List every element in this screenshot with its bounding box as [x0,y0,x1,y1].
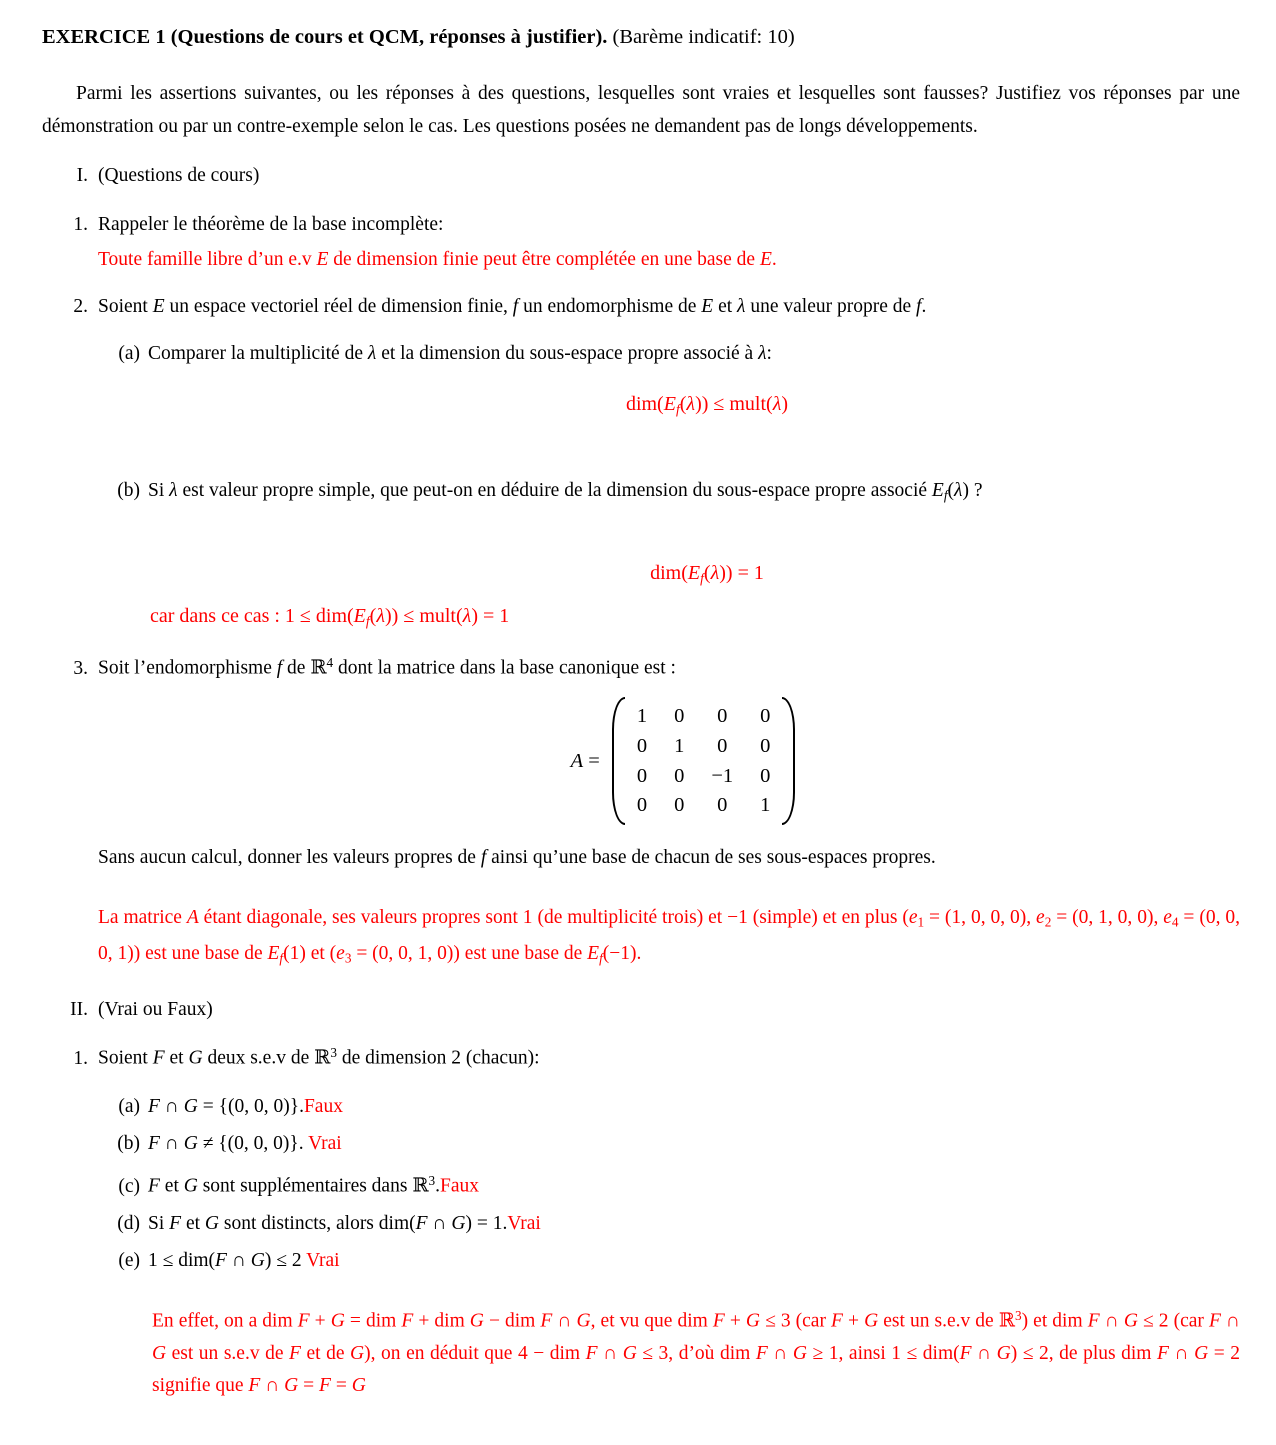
text-segment: = (1, 0, 0, 0), [924,907,1037,929]
text-segment: ≠ {(0, 0, 0)}. [197,1133,309,1155]
text-segment: F [755,1342,768,1364]
text-segment: ∩ [971,1342,997,1364]
text-segment: F [297,1310,310,1332]
text-segment: F [248,1375,261,1397]
text-segment: (−1). [602,943,642,965]
text-segment: ) = 1. [465,1212,508,1234]
text-segment: Soient [98,296,153,318]
text-segment: ) ? [962,479,983,501]
text-segment: F [415,1212,428,1234]
text-segment: étant diagonale, ses valeurs propres sont 1 (de multiplicité trois) et −1 (simple) et en plus ( [198,907,909,929]
text-segment: et [159,1175,184,1197]
text-segment: )) ≤ mult( [385,605,463,628]
text-segment: . [771,248,777,270]
question-ii-1 [42,1044,1240,1071]
text-segment: G [864,1310,879,1332]
text-segment: G [792,1342,807,1364]
text-segment: A [570,749,584,772]
text-segment: ≤ 2 (car [1137,1310,1209,1332]
text-segment: ∩ [597,1342,623,1364]
text-segment: un espace vectoriel réel de dimension finie, [164,296,513,318]
text-segment: E [152,296,165,318]
matrix-cell: 0 [717,735,728,758]
text-segment: λ [758,343,767,365]
text-segment: = dim [344,1310,402,1332]
text-segment: F [1157,1342,1169,1364]
tf-item-c-statement [148,1169,1240,1198]
text-segment: est un s.e.v de [166,1342,290,1364]
text-segment: G [330,1310,345,1332]
text-segment: ∩ [159,1133,184,1155]
text-segment: E [267,943,280,965]
question-i-2b-text [148,478,1240,504]
matrix-cell: −1 [711,764,734,787]
text-segment: une valeur propre de [745,296,917,318]
tf-item-d-statement [148,1212,1240,1235]
matrix-cell: 0 [674,764,685,787]
text-segment: dont la matrice dans la base canonique est : [333,658,676,680]
text-segment: f [276,658,283,680]
section-i-heading [42,163,1240,188]
text-segment: F [540,1310,553,1332]
question-i-3-label: 3. [73,658,88,680]
tf-item-d [42,1212,1240,1235]
text-segment: et [181,1212,205,1234]
text-segment: 1 [917,914,925,930]
text-segment: ), on en déduit que 4 − dim [364,1342,586,1364]
matrix-cell: 0 [636,735,648,758]
text-segment: ∩ [260,1375,285,1397]
text-segment: ) = 1 [471,605,510,628]
text-segment: ) ≤ 2, de plus dim [1010,1342,1158,1364]
text-segment: E [353,605,366,628]
question-i-2a [42,341,1240,366]
text-segment: Faux [440,1175,480,1197]
question-i-2 [42,294,1240,319]
text-segment: Vrai [507,1212,541,1234]
question-ii-1-label: 1. [73,1047,88,1069]
text-segment: A [186,907,199,929]
text-segment: ∩ [1099,1310,1124,1332]
answer-i-1 [98,247,1240,272]
text-segment: f [480,846,487,868]
text-segment: + dim [413,1310,470,1332]
answer-i-3 [98,902,1240,975]
text-segment: ∩ [1220,1310,1241,1332]
text-segment: Sans aucun calcul, donner les valeurs propres de [98,846,481,868]
text-segment: ∩ [159,1096,184,1118]
matrix-cell: 0 [717,794,728,817]
question-i-3-followup [98,845,1240,870]
text-segment: F [152,1047,165,1069]
text-segment: ) ≤ 2 [264,1249,307,1271]
text-segment: En effet, on a dim [152,1310,298,1332]
text-segment: E [663,392,676,415]
text-segment: F [319,1375,331,1397]
text-segment: G [996,1342,1011,1364]
exercise-title-bold: EXERCICE 1 (Questions de cours et QCM, réponses à justifier). [42,26,608,48]
tf-item-b [42,1132,1240,1155]
answer-equation-i-2a [108,391,1276,418]
text-segment: 4 [1171,914,1179,930]
text-segment: Comparer la multiplicité de [148,343,368,365]
section-i-title: (Questions de cours) [98,165,260,186]
text-segment: = (0, 0, 1, 0)) est une base de [351,943,588,965]
question-i-2-label: 2. [73,296,88,318]
answer-note-i-2b [150,603,1240,630]
text-segment: ( [679,392,687,415]
text-segment: F [148,1133,160,1155]
tf-item-d-label: (d) [117,1212,140,1234]
text-segment: ) [781,392,789,415]
text-segment: = [330,1375,352,1397]
matrix-cell: 0 [636,764,648,787]
text-segment: E [587,943,600,965]
text-segment: λ [462,605,472,628]
text-segment: Si [148,1212,170,1234]
text-segment: ∩ [427,1212,452,1234]
text-segment: et de [300,1342,351,1364]
text-segment: 3 [428,1173,436,1189]
section-ii-title: (Vrai ou Faux) [98,998,213,1020]
text-segment: λ [169,479,178,501]
text-segment: λ [737,296,746,318]
text-segment: G [351,1375,366,1397]
text-segment: : [766,343,772,365]
question-i-1-label: 1. [73,214,88,236]
matrix-left-paren [612,697,625,824]
text-segment: ∩ [1168,1342,1195,1364]
text-segment: + [842,1310,865,1332]
text-segment: 1 ≤ dim( [148,1249,216,1271]
text-segment: E [316,248,329,270]
tf-item-e-label: (e) [118,1249,140,1271]
tf-item-a-statement [148,1095,1240,1118]
text-segment: car dans ce cas : 1 ≤ dim( [150,605,354,628]
text-segment: G [469,1310,484,1332]
text-segment: F [169,1212,182,1234]
text-segment: G [622,1342,637,1364]
text-segment: ≤ 3 (car [760,1310,832,1332]
text-segment: ≤ 3, d’où dim [636,1342,756,1364]
text-segment: G [745,1310,761,1332]
text-segment: Toute famille libre d’un e.v [98,248,317,270]
text-segment: ( [703,562,711,585]
section-i-label: I. [76,165,88,186]
text-segment: = (0, 1, 0, 0), [1051,907,1164,929]
text-segment: E [931,479,944,501]
text-segment: f [512,296,519,318]
text-segment: F [215,1249,227,1271]
text-segment: un endomorphisme de [518,296,702,318]
text-segment: = [298,1375,320,1397]
matrix-cell: 1 [674,735,685,758]
text-segment: G [183,1133,198,1155]
matrix-cell: 0 [717,705,728,728]
question-i-2a-text [148,341,1240,366]
text-segment: . [921,296,927,318]
text-segment: Vrai [306,1249,340,1271]
text-segment: dim( [625,392,664,415]
question-i-1 [42,212,1240,237]
text-segment: ℝ [412,1173,429,1197]
text-segment: G [576,1310,591,1332]
text-segment: de dimension 2 (chacun): [336,1047,540,1069]
tf-item-a [42,1095,1240,1118]
text-segment: f [365,613,370,629]
text-segment: F [148,1175,160,1197]
text-segment: ℝ [314,1045,331,1069]
text-segment: e [1163,907,1172,929]
text-segment: = {(0, 0, 0)}. [197,1096,304,1118]
text-segment: F [1087,1310,1100,1332]
text-segment: G [183,1175,198,1197]
text-segment: = 2 signifie que [152,1342,1240,1397]
text-segment: f [599,950,603,966]
matrix-grid [625,697,783,824]
matrix-equation [84,697,1276,824]
text-segment: G [451,1212,466,1234]
matrix-cell: 0 [760,705,771,728]
text-segment: de [282,658,311,680]
text-segment: e [1036,907,1045,929]
text-segment: F [712,1310,725,1332]
tf-item-a-label: (a) [118,1096,140,1118]
text-segment: 4 [326,655,334,671]
text-segment: E [759,248,772,270]
text-segment: ℝ [998,1308,1015,1332]
question-i-2b-label: (b) [117,479,140,501]
text-segment: f [675,401,680,417]
text-segment: f [279,950,284,966]
text-segment: 3 [1015,1307,1022,1323]
section-ii-label: II. [70,998,88,1020]
text-segment: G [250,1249,265,1271]
text-segment: G [188,1047,203,1069]
text-segment: F [1208,1310,1221,1332]
text-segment: E [701,296,714,318]
text-segment: et la dimension du sous-espace propre associé à [376,343,759,365]
text-segment: λ [772,392,782,415]
text-segment: G [1194,1342,1209,1364]
text-segment: ≥ 1, ainsi 1 ≤ dim( [807,1342,960,1364]
text-segment: e [908,907,918,929]
text-segment: G [204,1212,219,1234]
text-segment: Faux [303,1096,343,1118]
text-segment: dim( [650,562,688,585]
matrix-cell: 0 [760,764,771,787]
text-segment: f [916,296,922,318]
text-segment: 3 [344,950,352,966]
matrix-cell: 0 [636,794,648,817]
tf-item-e [42,1249,1240,1272]
answer-ii-conclusion [152,1300,1240,1403]
text-segment: et [713,296,738,318]
text-segment: sont distincts, alors dim( [218,1212,416,1234]
question-i-2a-label: (a) [118,343,140,365]
text-segment: 3 [330,1045,337,1061]
text-segment: (1) et ( [283,943,337,965]
text-segment: G [152,1342,167,1364]
text-segment: F [289,1342,301,1364]
text-segment: + [724,1310,746,1332]
question-i-1-text: Rappeler le théorème de la base incomplète: [98,214,444,236]
question-ii-1-text [98,1044,1240,1071]
text-segment: , et vu que dim [590,1310,713,1332]
text-segment: G [284,1375,299,1397]
text-segment: e [336,943,345,965]
text-segment: est un s.e.v de [878,1310,999,1332]
tf-item-b-statement [148,1132,1240,1155]
text-segment: = (0, 0, 0, 1)) est une base de [98,907,1240,965]
text-segment: ∩ [226,1249,251,1271]
text-segment: ( [947,479,955,501]
matrix-right-paren [782,697,795,824]
text-segment: λ [376,605,386,628]
matrix-cell: 0 [674,705,685,728]
text-segment: F [831,1310,843,1332]
text-segment: Soit l’endomorphisme [98,658,277,680]
text-segment: λ [954,479,963,501]
text-segment: ∩ [552,1310,577,1332]
question-i-2-text [98,294,1240,319]
text-segment: ( [369,605,377,628]
text-segment: . [435,1175,441,1197]
text-segment: Soient [98,1047,153,1069]
text-segment: − dim [483,1310,541,1332]
text-segment: Vrai [308,1133,342,1155]
tf-item-e-statement [148,1249,1240,1272]
text-segment: λ [367,343,377,365]
text-segment: E [687,562,701,585]
section-ii-heading [42,997,1240,1022]
matrix-cell: 0 [760,735,771,758]
text-segment: f [700,570,704,586]
text-segment: F [401,1310,414,1332]
text-segment: est valeur propre simple, que peut-on en déduire de la dimension du sous-espace propre associé [177,479,932,501]
text-segment: )) ≤ mult( [695,392,773,415]
text-segment: sont supplémentaires dans [197,1175,413,1197]
text-segment: G [183,1096,198,1118]
question-i-2b [42,478,1240,504]
text-segment: )) = 1 [719,562,764,585]
matrix-cell: 1 [760,794,771,817]
text-segment: deux s.e.v de [202,1047,315,1069]
answer-equation-i-2b [108,560,1276,587]
text-segment: = [583,749,600,772]
text-segment: G [1123,1310,1138,1332]
exercise-title [42,24,1240,50]
text-segment: de dimension finie peut être complétée en une base de [328,248,760,270]
text-segment: et [164,1047,189,1069]
text-segment: ) et dim [1021,1310,1088,1332]
text-segment: ainsi qu’une base de chacun de ses sous-espaces propres. [486,846,936,868]
text-segment: Si [148,479,170,501]
text-segment: λ [686,392,696,415]
text-segment: λ [710,562,720,585]
text-segment: ℝ [310,656,327,680]
tf-item-c-label: (c) [118,1175,140,1197]
text-segment: G [350,1342,365,1364]
intro-paragraph: Parmi les assertions suivantes, ou les réponses à des questions, lesquelles sont vraies et lesquelles sont fausses? Justifiez vos réponses par une démonstration ou par un contre-exemple selon le cas. Les questions posées ne demandent pas de longs développements. [42,83,1240,137]
text-segment: F [959,1342,972,1364]
exercise-title-note: (Barème indicatif: 10) [607,26,795,48]
text-segment: 2 [1044,914,1052,930]
tf-item-b-label: (b) [117,1133,140,1155]
text-segment: F [585,1342,598,1364]
matrix-cell: 1 [636,705,648,728]
matrix-cell: 0 [674,794,685,817]
text-segment: La matrice [98,907,187,929]
text-segment: ∩ [767,1342,793,1364]
text-segment: f [943,487,948,503]
text-segment: + [309,1310,331,1332]
text-segment: F [148,1096,160,1118]
tf-item-c [42,1169,1240,1198]
matrix-lhs [571,748,600,775]
question-i-3-text [98,654,1240,681]
question-i-3 [42,654,1240,681]
